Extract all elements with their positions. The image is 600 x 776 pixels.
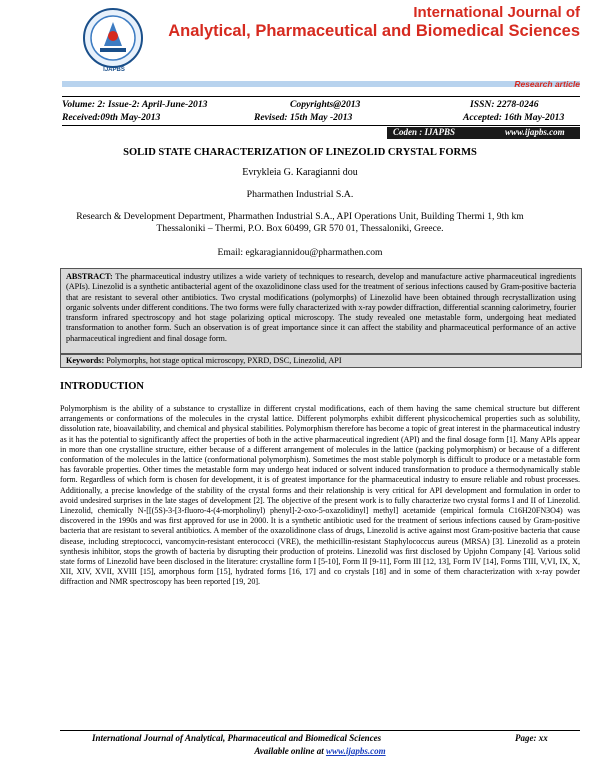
meta-row-1 [62, 99, 580, 111]
issn: ISSN: 2278-0246 [470, 99, 539, 110]
website-link[interactable]: www.ijapbs.com [325, 746, 386, 756]
keywords-box [60, 354, 582, 368]
meta-row-2 [62, 112, 580, 124]
divider [62, 96, 580, 97]
journal-logo [78, 6, 148, 76]
page-number: Page: xx [515, 733, 548, 743]
article-title: SOLID STATE CHARACTERIZATION OF LINEZOLID CRYSTAL FORMS [123, 147, 477, 158]
author: Evrykleia G. Karagianni dou [242, 167, 358, 178]
received-date: Received:09th May-2013 [62, 112, 161, 123]
divider [62, 125, 580, 126]
section-heading: INTRODUCTION [60, 381, 145, 392]
available-label: Available online at [254, 746, 324, 756]
paragraph: Polymorphism is the ability of a substance to crystallize in different crystal modifications, each of them having the same chemical structure but different arrangements or conformations of the molecules in the crystal lattice. Different polymorphs exhibit different physicochemical properties such as solubility, dissolution rate, bioavailability, and chemical and physical stabilities. Polymorphism therefore has become a topic of great interest in the pharmaceutical industry as it has the potential to significantly affect the properties of both in the active pharmaceutical ingredient (API) and the final dosage form [1]. Many APIs appear in more than one crystalline structure, either because of a different arrangement of molecules in the lattice (packing polymorphism) or because of a different conformation of the molecules in the lattice (conformational polymorphism). Sometimes the most stable polymorph is difficult to produce or a metastable form has favorable properties. Other times the metastable form may undergo heat induced or solvent induced transformation to produce a thermodynamically stable form. Regardless of which form is chosen for development, it is of greatest importance for the pharmaceutical industry to ensure reliable and robust processes. Additionally, a precise knowledge of the stability of the crystal forms and their relationship is very critical for API development and formulation in order to avoid undesired surprises in the late stages of development [2]. The objective of the present work is to fully characterize two crystal forms I and II of Linezolid. Linezolid, chemically N-[[(5S)-3-[3-fluoro-4-(4-morpholinyl) phenyl]-2-oxo-5-oxazolidinyl] methyl] acetamide (empirical formula C16H20FN3O4) was discovered in the 1990s and was first approved for use in 2000. It is a synthetic antibiotic used for the treatment of serious infections caused by Gram-positive bacteria that are resistant to several antibiotics. A member of the oxazolidinone class of drugs, Linezolid is active against most Gram-positive bacteria that cause disease, including streptococci, vancomycin-resistant enterococci (VRE), the methicillin-resistant Staphylococcus aureus (MRSA) [3]. Linezolid as a protein synthesis inhibitor, stops the growth of bacteria by disrupting their production of proteins. Linezolid was first disclosed by Upjohn Company [4]. Various solid state forms of Linezolid have been disclosed in the literature: crystalline form I [5-10], Form II [9-11], Form III [12, 13], Form IV [14], Forms TIII, V,VI, IX, X, XII, XIV, XVII, XVIII [15], amorphous form [15], hydrated forms [16, 17] and co crystals [18] and in some of them characterization with x-ray powder diffraction and NMR spectroscopy has been reported [19, 20]. [60, 404, 580, 587]
volume: Volume: 2: Issue-2: April-June-2013 [62, 99, 208, 110]
abstract-text: The pharmaceutical industry utilizes a wide variety of techniques to research, develop and manufacture active pharmaceutical ingredients (APIs). Linezolid is a synthetic antibacterial agent of the oxazolidinone class used for the treatment of serious infections caused by Gram-positive bacteria that are resistant to several other antibiotics. Two crystal modifications (polymorphs) of Linezolid have been obtained through recrystallization using organic solvents under different conditions. The two forms were fully characterized with x-ray powder diffraction, differential scanning calorimetry, fourier transform infrared spectroscopy and hot stage polarizing optical microscopy. The study revealed one metastable form, undergoing heat mediated transformation to another form. Such an observation is of great importance since it can affect the stability and pharmaceutical performance of an active pharmaceutical ingredient and final dosage form. [66, 272, 576, 343]
footer-availability [60, 746, 580, 756]
introduction-body [60, 404, 580, 588]
email[interactable]: Email: egkaragiannidou@pharmathen.com [217, 247, 383, 258]
journal-title-line2: Analytical, Pharmaceutical and Biomedical Sciences [168, 22, 580, 40]
coden-bar [387, 127, 580, 139]
keywords-label: Keywords: [66, 356, 105, 365]
footer-divider [60, 730, 580, 731]
article-type: Research article [514, 79, 580, 89]
website[interactable]: www.ijapbs.com [505, 127, 565, 137]
abstract-box [60, 268, 582, 354]
journal-title-line1: International Journal of [413, 4, 580, 21]
revised-date: Revised: 15th May -2013 [254, 112, 353, 123]
affiliation: Pharmathen Industrial S.A. [246, 189, 354, 200]
address: Research & Development Department, Pharmathen Industrial S.A., API Operations Unit, Building Thermi 1, 9th km Thessaloniki – Thermi, P.O. Box 60499, GR 570 01, Thessaloniki, Greece. [76, 211, 524, 234]
copyrights: Copyrights@2013 [290, 99, 361, 110]
coden: Coden : IJAPBS [393, 127, 456, 137]
footer-journal: International Journal of Analytical, Pharmaceutical and Biomedical Sciences [92, 733, 382, 743]
logo-text: IJAPBS [103, 67, 125, 73]
abstract-label: ABSTRACT: [66, 272, 113, 281]
keywords-text: Polymorphs, hot stage optical microscopy, PXRD, DSC, Linezolid, API [106, 356, 342, 365]
accepted-date: Accepted: 16th May-2013 [463, 112, 565, 123]
